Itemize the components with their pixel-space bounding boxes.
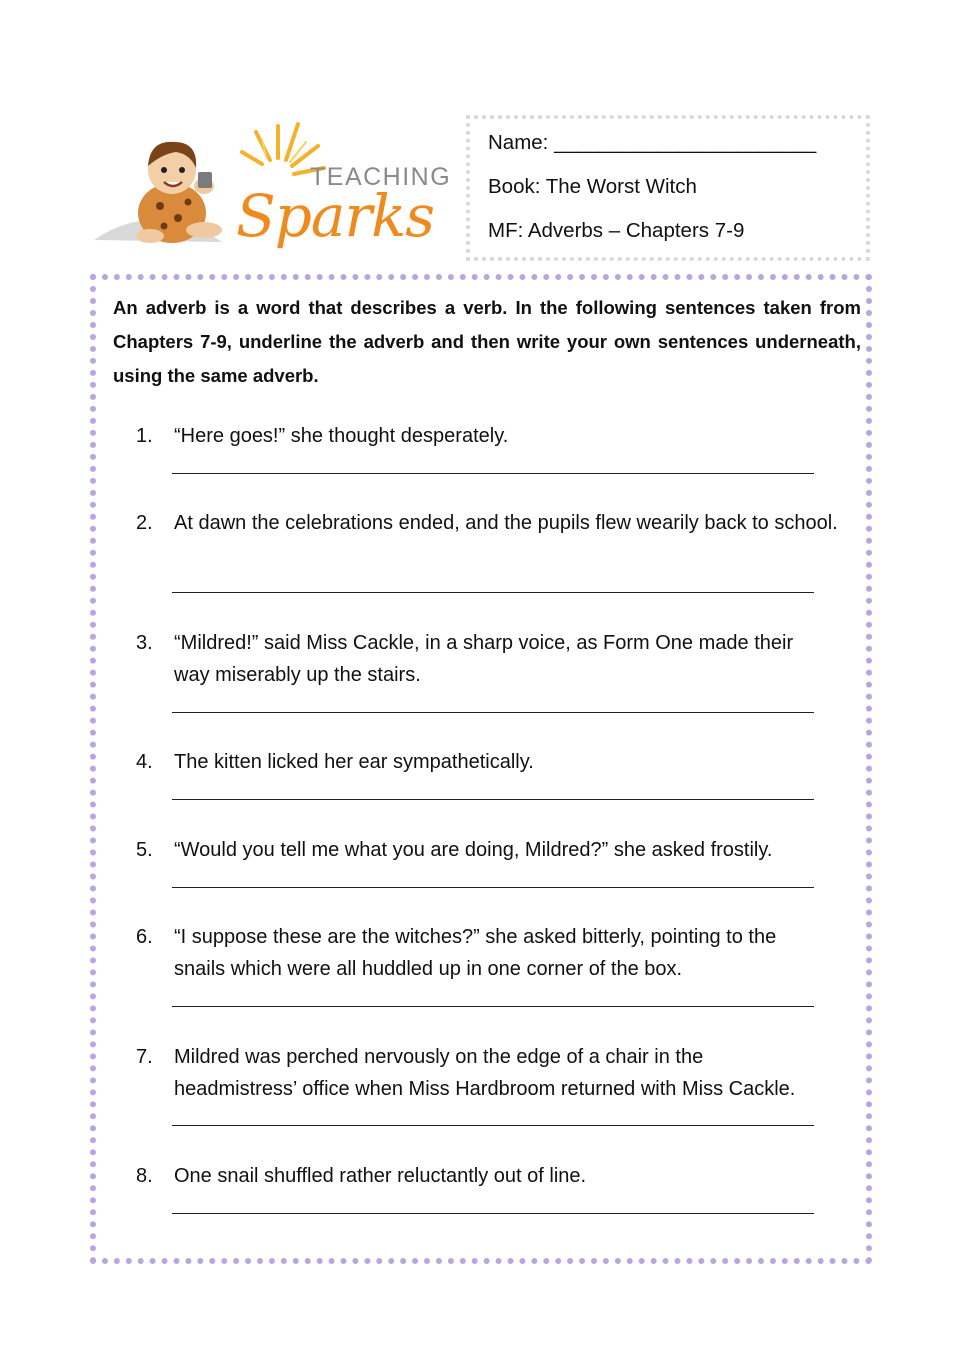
answer-line-4[interactable] [172, 799, 814, 800]
question-number: 7. [136, 1046, 153, 1068]
question-text: “Here goes!” she thought desperately. [174, 425, 509, 447]
answer-line-6[interactable] [172, 1006, 814, 1007]
question-text: The kitten licked her ear sympathetically. [174, 751, 534, 773]
question-text: “Would you tell me what you are doing, Mildred?” she asked frostily. [174, 839, 773, 861]
instructions: An adverb is a word that describes a verb. In the following sentences taken from Chapters 7-9, underline the adverb and then write your own sentences underneath, using the same adverb. [113, 297, 861, 386]
answer-line-8[interactable] [172, 1213, 814, 1214]
logo-text-sparks: Sparks [236, 182, 435, 250]
logo-text-teaching: TEACHING [310, 163, 452, 191]
book-title: Book: The Worst Witch [488, 175, 697, 198]
name-field[interactable]: Name: _______________________ [488, 131, 817, 154]
question-number: 3. [136, 632, 153, 654]
answer-line-1[interactable] [172, 473, 814, 474]
question-number: 5. [136, 839, 153, 861]
worksheet-topic: MF: Adverbs – Chapters 7-9 [488, 219, 745, 242]
worksheet-body [90, 274, 872, 1264]
answer-line-7[interactable] [172, 1125, 814, 1126]
question-text: “Mildred!” said Miss Cackle, in a sharp voice, as Form One made their way miserably up the stairs. [174, 632, 794, 686]
answer-line-3[interactable] [172, 712, 814, 713]
question-text: At dawn the celebrations ended, and the pupils flew wearily back to school. [174, 512, 838, 534]
question-number: 6. [136, 926, 153, 948]
question-number: 2. [136, 512, 153, 534]
question-text: One snail shuffled rather reluctantly out of line. [174, 1165, 587, 1187]
answer-line-5[interactable] [172, 887, 814, 888]
answer-line-2[interactable] [172, 592, 814, 593]
question-number: 4. [136, 751, 153, 773]
question-number: 8. [136, 1165, 153, 1187]
student-info-box [466, 115, 870, 261]
question-number: 1. [136, 425, 153, 447]
question-text: Mildred was perched nervously on the edge of a chair in the headmistress’ office when Miss Hardbroom returned with Miss Cackle. [174, 1046, 796, 1100]
question-text: “I suppose these are the witches?” she asked bitterly, pointing to the snails which were all huddled up in one corner of the box. [174, 926, 777, 980]
